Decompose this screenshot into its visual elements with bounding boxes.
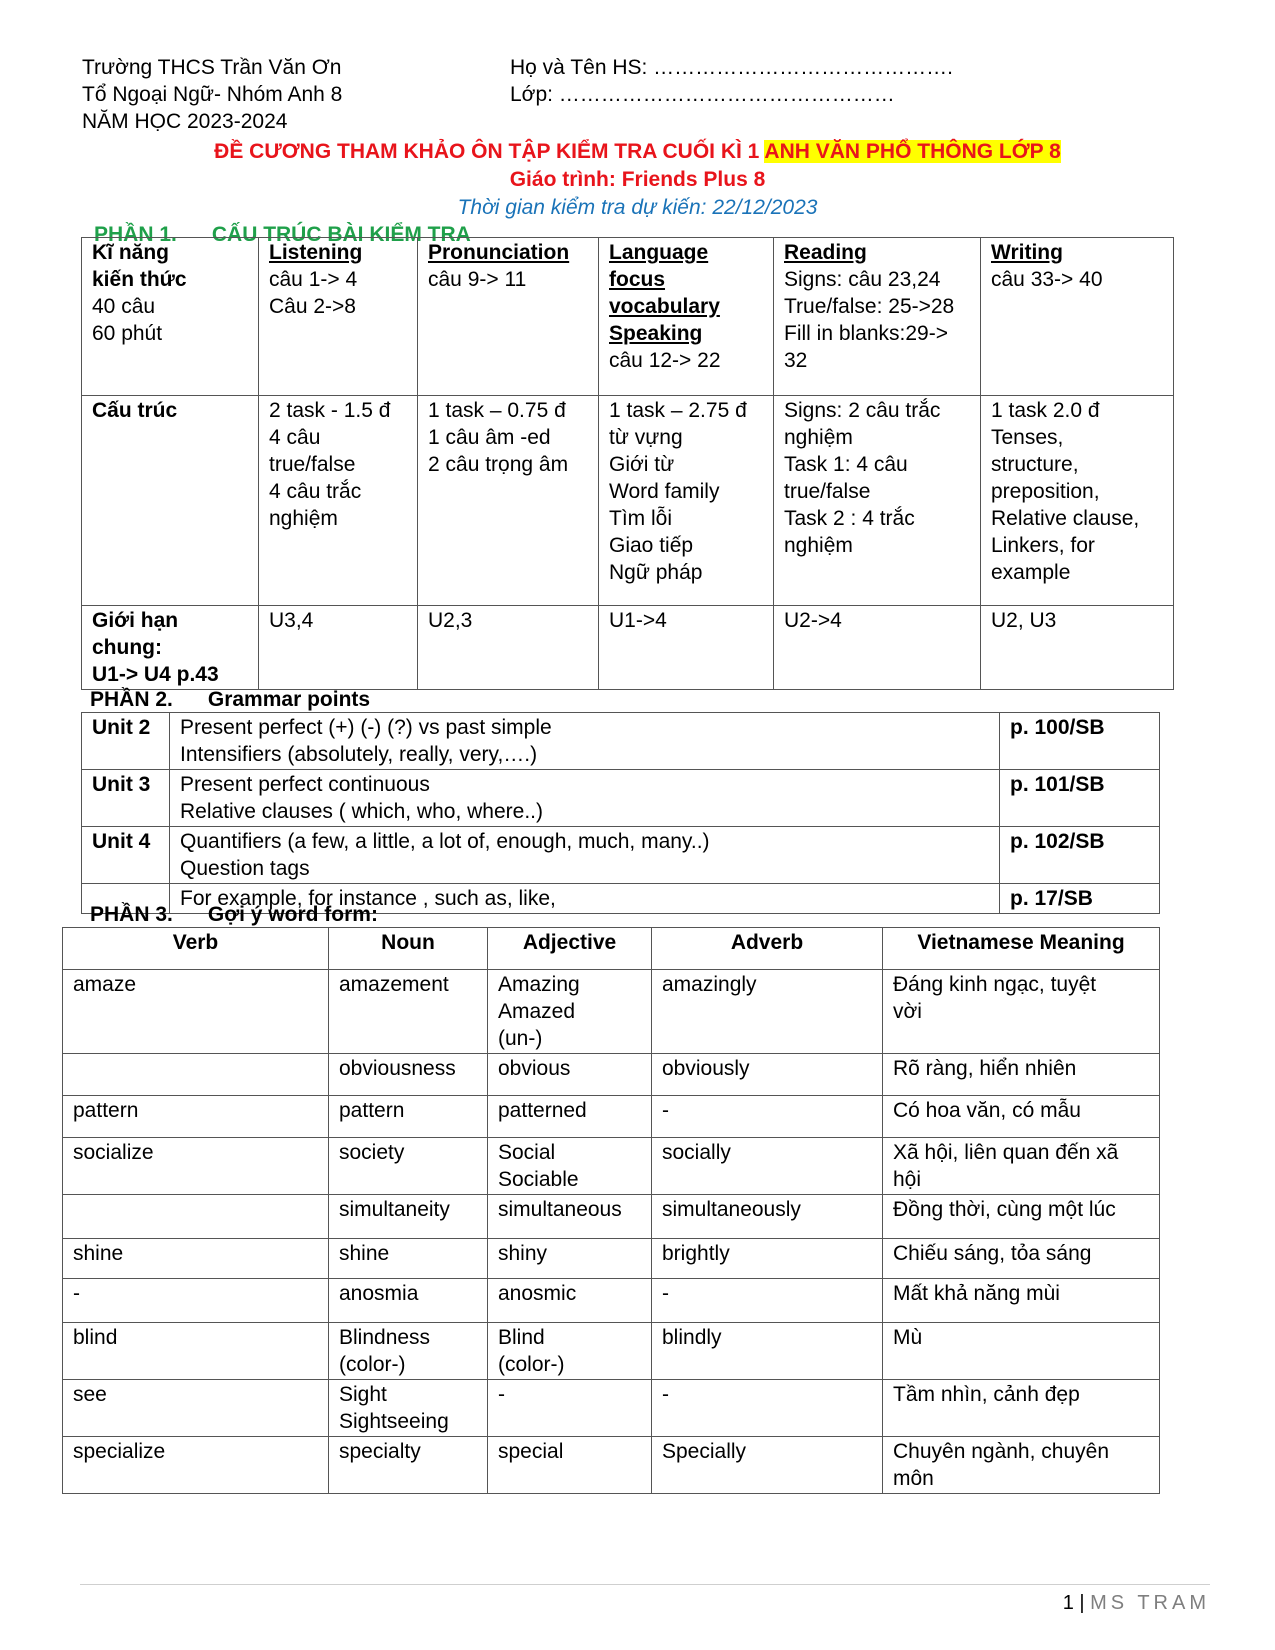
table-cell: shine: [63, 1239, 329, 1279]
table-cell: amaze: [63, 970, 329, 1054]
table-cell: Chiếu sáng, tỏa sáng: [883, 1239, 1160, 1279]
document-title: [0, 138, 1275, 166]
table-cell: U3,4: [259, 606, 418, 690]
table-cell: obviously: [652, 1054, 883, 1096]
table-cell: [63, 1054, 329, 1096]
table-cell: shine: [329, 1239, 488, 1279]
speaking-heading: Speaking: [609, 322, 703, 345]
exam-structure-table: [81, 237, 1174, 690]
table-cell: -: [63, 1279, 329, 1323]
table-cell: patterned: [488, 1096, 652, 1138]
table-cell: Specially: [652, 1437, 883, 1494]
language-cell: [599, 238, 774, 396]
school-year: NĂM HỌC 2023-2024: [82, 110, 288, 133]
table-row: [82, 396, 1174, 606]
table-cell: specialize: [63, 1437, 329, 1494]
column-header: Adverb: [652, 928, 883, 970]
grammar-table: [81, 712, 1160, 914]
table-cell: Sight Sightseeing: [329, 1380, 488, 1437]
table-cell: Xã hội, liên quan đến xã hội: [883, 1138, 1160, 1195]
unit-cell: Unit 3: [82, 770, 170, 827]
page-ref-cell: p. 101/SB: [1000, 770, 1160, 827]
section3-heading: PHẦN 3. Gợi ý word form:: [90, 903, 378, 926]
table-cell: Có hoa văn, có mẫu: [883, 1096, 1160, 1138]
grammar-point-cell: Present perfect continuous Relative clauses ( which, who, where..): [170, 770, 1000, 827]
table-row: [63, 1054, 1160, 1096]
table-cell: 1 task 2.0 đ Tenses, structure, preposition, Relative clause, Linkers, for example: [981, 396, 1174, 606]
pronunciation-text: câu 9-> 11: [428, 268, 527, 291]
table-cell: see: [63, 1380, 329, 1437]
author-name: MS TRAM: [1090, 1592, 1210, 1614]
table-cell: simultaneity: [329, 1195, 488, 1239]
exam-date: Thời gian kiểm tra dự kiến: 22/12/2023: [457, 196, 818, 219]
scope-label: Giới hạn chung: U1-> U4 p.43: [82, 606, 259, 690]
table-row: [82, 606, 1174, 690]
title-part-1: ĐỀ CƯƠNG THAM KHẢO ÔN TẬP KIỂM TRA CUỐI KÌ 1: [214, 140, 765, 163]
table-row: [63, 1239, 1160, 1279]
table-row: [82, 238, 1174, 396]
grammar-point-cell: For example, for instance , such as, like,: [170, 884, 1000, 914]
student-info: [510, 54, 953, 108]
student-name-field: Họ và Tên HS: …………………………………….: [510, 56, 954, 79]
table-cell: amazingly: [652, 970, 883, 1054]
reading-cell: [774, 238, 981, 396]
page-number: 1 |: [1062, 1592, 1091, 1614]
reading-heading: Reading: [784, 241, 867, 264]
table-cell: anosmia: [329, 1279, 488, 1323]
table-cell: society: [329, 1138, 488, 1195]
column-header: Verb: [63, 928, 329, 970]
table-row: [82, 770, 1160, 827]
school-name: Trường THCS Trần Văn Ơn: [82, 56, 342, 79]
table-cell: amazement: [329, 970, 488, 1054]
writing-cell: [981, 238, 1174, 396]
table-row: [63, 970, 1160, 1054]
table-cell: pattern: [329, 1096, 488, 1138]
table-cell: simultaneously: [652, 1195, 883, 1239]
table-header-row: [63, 928, 1160, 970]
table-cell: Amazing Amazed (un-): [488, 970, 652, 1054]
table-cell: Mù: [883, 1323, 1160, 1380]
reading-text: Signs: câu 23,24 True/false: 25->28 Fill in blanks:29-> 32: [784, 268, 955, 372]
table-cell: obvious: [488, 1054, 652, 1096]
table-cell: Blindness (color-): [329, 1323, 488, 1380]
table-cell: Social Sociable: [488, 1138, 652, 1195]
table-cell: blindly: [652, 1323, 883, 1380]
table-row: [82, 713, 1160, 770]
table-cell: Blind (color-): [488, 1323, 652, 1380]
table-cell: specialty: [329, 1437, 488, 1494]
table-cell: special: [488, 1437, 652, 1494]
page-footer: [1063, 1590, 1210, 1616]
table-cell: obviousness: [329, 1054, 488, 1096]
table-cell: 2 task - 1.5 đ 4 câu true/false 4 câu trắc nghiệm: [259, 396, 418, 606]
pronunciation-cell: [418, 238, 599, 396]
table-cell: Mất khả năng mùi: [883, 1279, 1160, 1323]
pronunciation-heading: Pronunciation: [428, 241, 570, 264]
title-highlight: ANH VĂN PHỔ THÔNG LỚP 8: [764, 140, 1061, 163]
table-cell: Signs: 2 câu trắc nghiệm Task 1: 4 câu true/false Task 2 : 4 trắc nghiệm: [774, 396, 981, 606]
table-cell: [63, 1195, 329, 1239]
writing-heading: Writing: [991, 241, 1063, 264]
table-row: [82, 827, 1160, 884]
column-header: Vietnamese Meaning: [883, 928, 1160, 970]
table-cell: U2->4: [774, 606, 981, 690]
textbook-title: Giáo trình: Friends Plus 8: [509, 168, 766, 191]
table-cell: blind: [63, 1323, 329, 1380]
listening-text: câu 1-> 4 Câu 2->8: [269, 268, 358, 318]
table-cell: brightly: [652, 1239, 883, 1279]
table-cell: anosmic: [488, 1279, 652, 1323]
school-header: [82, 54, 342, 135]
table-cell: -: [488, 1380, 652, 1437]
writing-text: câu 33-> 40: [991, 268, 1103, 291]
word-form-table: [62, 927, 1160, 1494]
structure-label: Cấu trúc: [82, 396, 259, 606]
page-ref-cell: p. 100/SB: [1000, 713, 1160, 770]
language-text: câu 12-> 22: [609, 349, 721, 372]
page-ref-cell: p. 102/SB: [1000, 827, 1160, 884]
table-cell: U1->4: [599, 606, 774, 690]
skill-cell: [82, 238, 259, 396]
table-cell: shiny: [488, 1239, 652, 1279]
table-cell: Đồng thời, cùng một lúc: [883, 1195, 1160, 1239]
table-cell: -: [652, 1380, 883, 1437]
footer-divider: [80, 1584, 1210, 1585]
listening-heading: Listening: [269, 241, 363, 264]
table-row: [63, 1195, 1160, 1239]
grammar-point-cell: Quantifiers (a few, a little, a lot of, enough, much, many..) Question tags: [170, 827, 1000, 884]
listening-cell: [259, 238, 418, 396]
table-row: [63, 1380, 1160, 1437]
skill-sub: 40 câu 60 phút: [92, 295, 163, 345]
table-cell: Rõ ràng, hiển nhiên: [883, 1054, 1160, 1096]
table-cell: socially: [652, 1138, 883, 1195]
language-heading: Language focus vocabulary: [609, 241, 720, 318]
table-cell: Đáng kinh ngạc, tuyệt vời: [883, 970, 1160, 1054]
column-header: Noun: [329, 928, 488, 970]
table-cell: -: [652, 1096, 883, 1138]
grammar-point-cell: Present perfect (+) (-) (?) vs past simple Intensifiers (absolutely, really, very,….): [170, 713, 1000, 770]
table-row: [63, 1323, 1160, 1380]
table-row: [63, 1138, 1160, 1195]
table-row: [63, 1096, 1160, 1138]
table-cell: socialize: [63, 1138, 329, 1195]
table-cell: U2, U3: [981, 606, 1174, 690]
table-row: [63, 1279, 1160, 1323]
skill-label: Kĩ năng kiến thức: [92, 241, 187, 291]
table-row: [63, 1437, 1160, 1494]
section1-heading: PHẦN 1. CẤU TRÚC BÀI KIỂM TRA: [94, 223, 471, 246]
table-cell: 1 task – 2.75 đ từ vựng Giới từ Word family Tìm lỗi Giao tiếp Ngữ pháp: [599, 396, 774, 606]
table-cell: Chuyên ngành, chuyên môn: [883, 1437, 1160, 1494]
page-ref-cell: p. 17/SB: [1000, 884, 1160, 914]
table-cell: 1 task – 0.75 đ 1 câu âm -ed 2 câu trọng âm: [418, 396, 599, 606]
student-class-field: Lớp: …………………………………………: [510, 83, 895, 106]
table-cell: U2,3: [418, 606, 599, 690]
table-cell: -: [652, 1279, 883, 1323]
table-cell: Tầm nhìn, cảnh đẹp: [883, 1380, 1160, 1437]
section2-heading: PHẦN 2. Grammar points: [90, 688, 371, 711]
unit-cell: Unit 2: [82, 713, 170, 770]
column-header: Adjective: [488, 928, 652, 970]
table-cell: simultaneous: [488, 1195, 652, 1239]
table-cell: pattern: [63, 1096, 329, 1138]
department-name: Tổ Ngoại Ngữ- Nhóm Anh 8: [82, 83, 343, 106]
unit-cell: Unit 4: [82, 827, 170, 884]
